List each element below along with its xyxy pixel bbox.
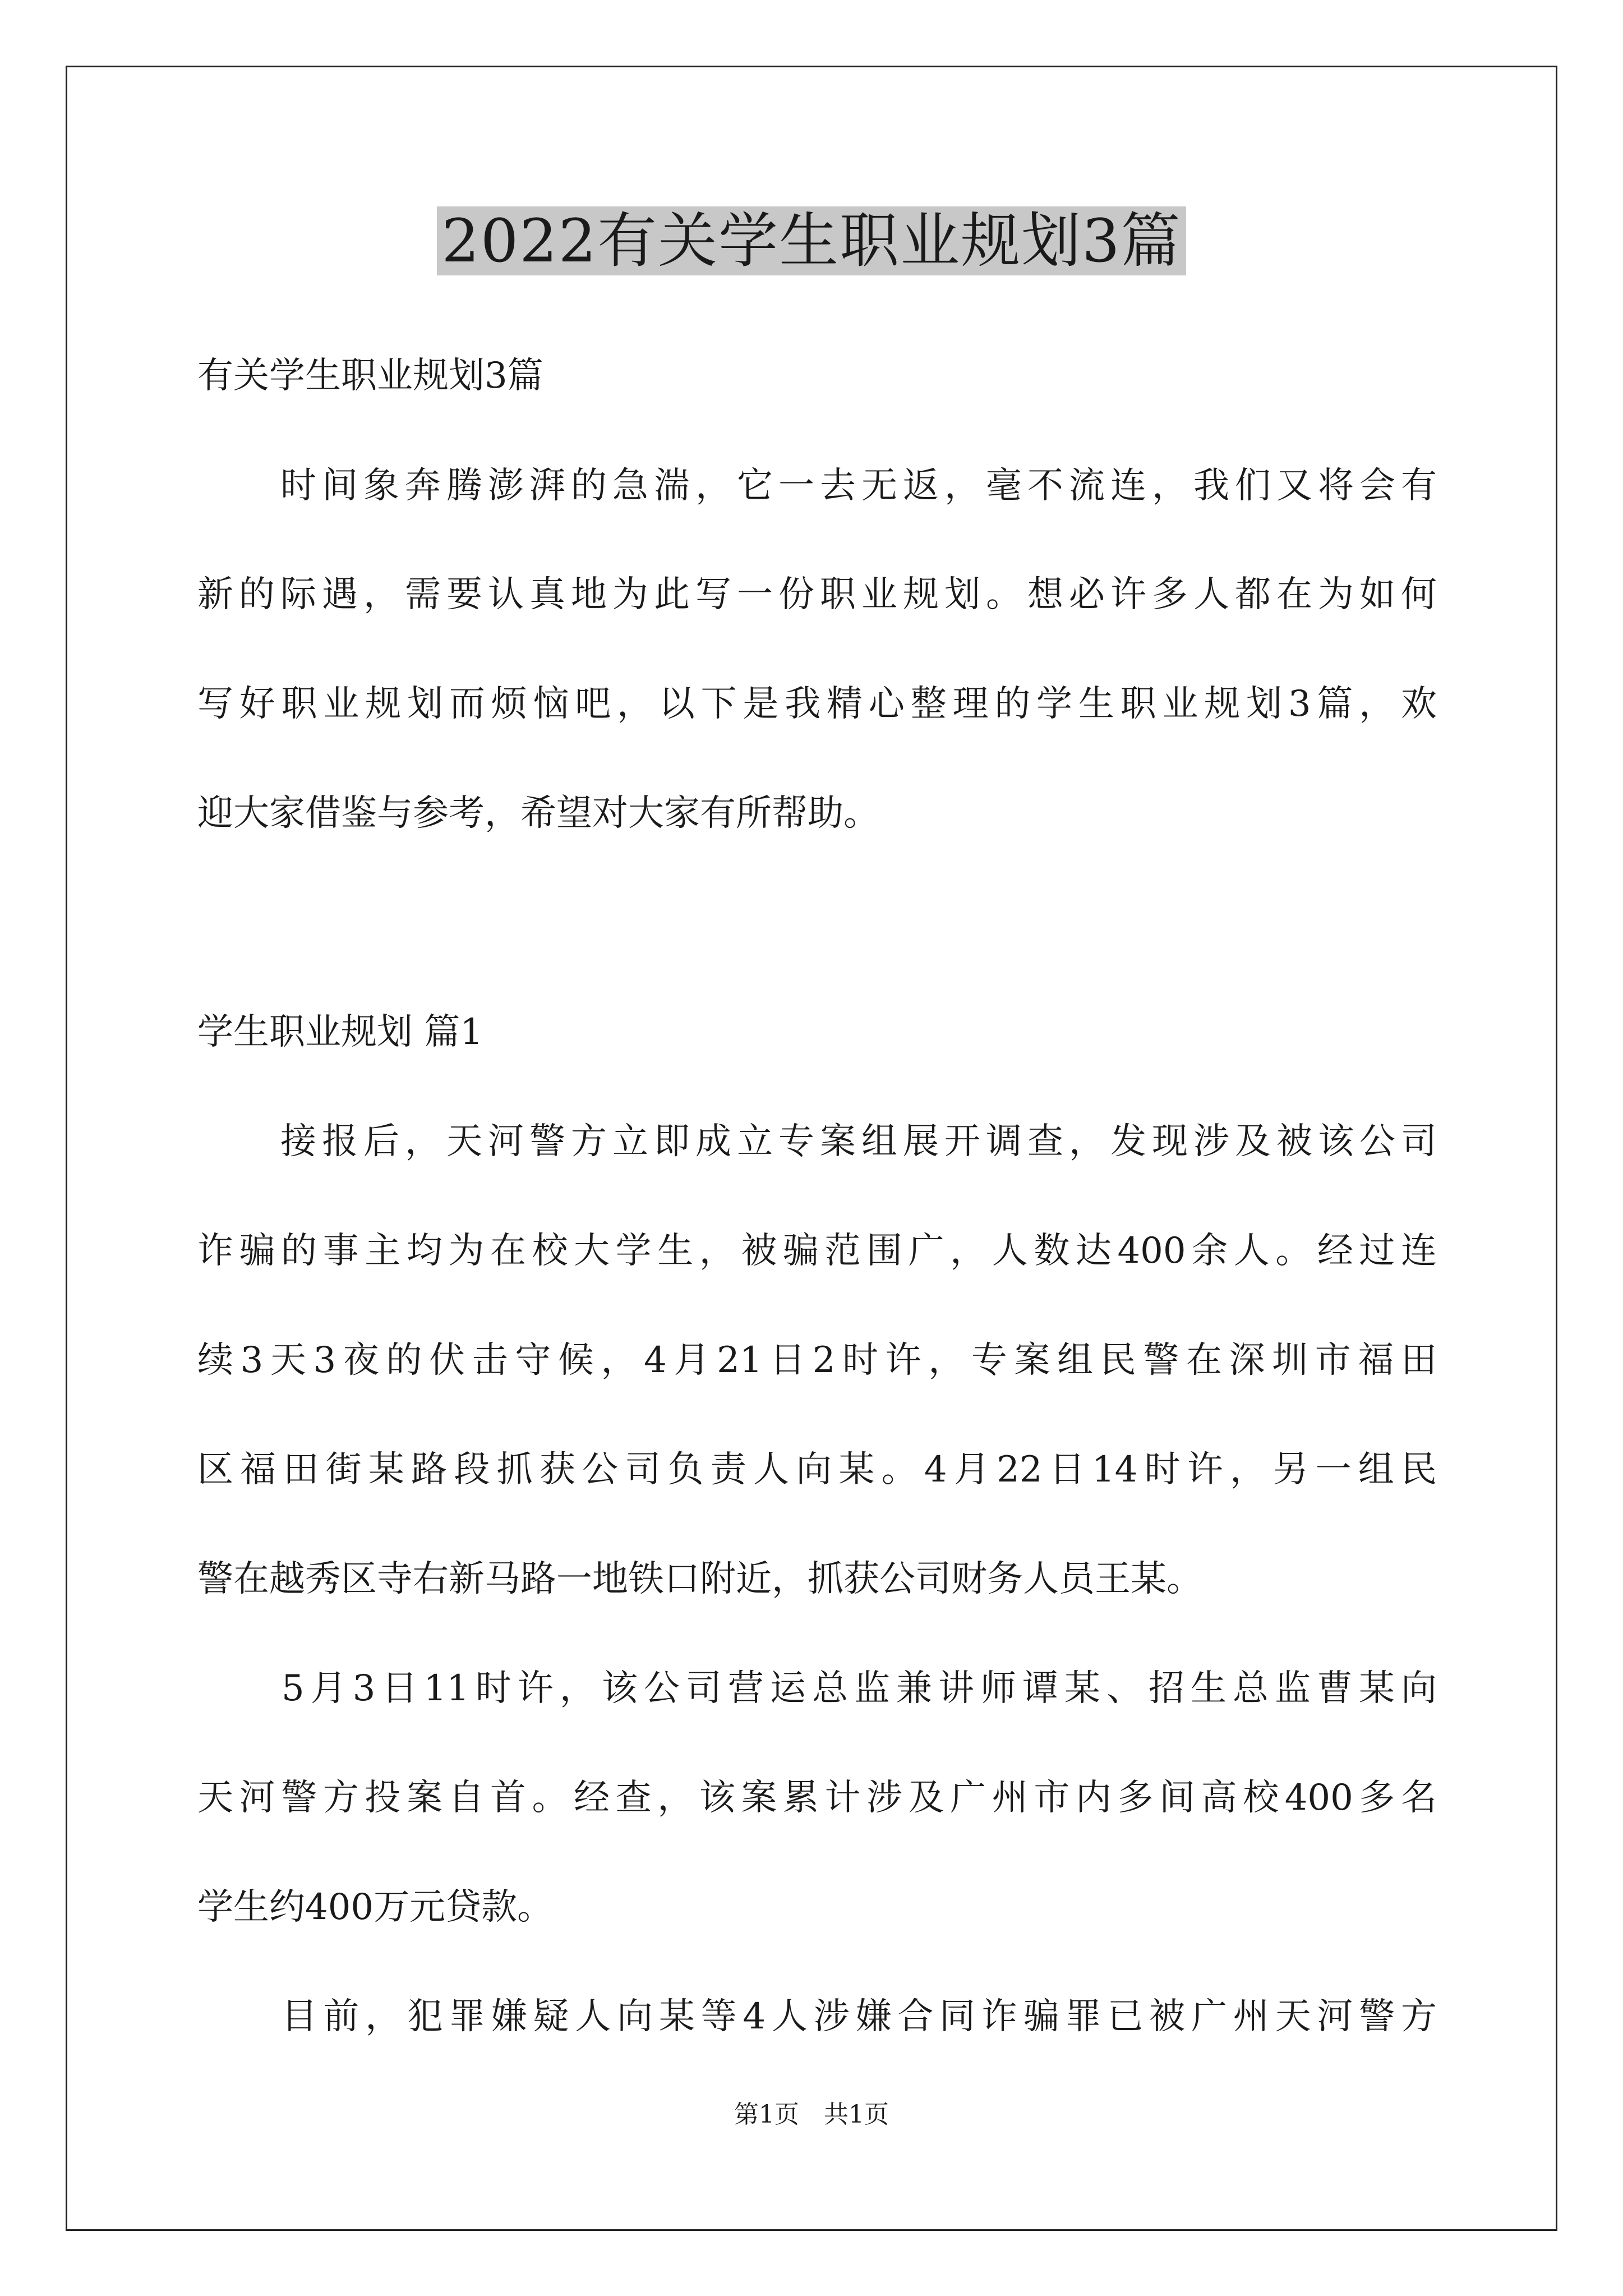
intro-line-2: 新的际遇，需要认真地为此写一份职业规划。想必许多人都在为如何 bbox=[197, 574, 1437, 615]
intro-line-3: 写好职业规划而烦恼吧，以下是我精心整理的学生职业规划3篇，欢 bbox=[197, 683, 1437, 725]
paragraph2-line-3: 学生约400万元贷款。 bbox=[197, 1887, 554, 1928]
paragraph2-line-1: 5月3日11时许，该公司营运总监兼讲师谭某、招生总监曹某向 bbox=[197, 1668, 1437, 1709]
document-subtitle: 有关学生职业规划3篇 bbox=[197, 355, 543, 397]
paragraph2-line-2: 天河警方投案自首。经查，该案累计涉及广州市内多间高校400多名 bbox=[197, 1777, 1437, 1819]
paragraph1-line-4: 区福田街某路段抓获公司负责人向某。4月22日14时许，另一组民 bbox=[197, 1449, 1437, 1490]
section-heading: 学生职业规划 篇1 bbox=[197, 1011, 483, 1053]
paragraph1-line-1: 接报后，天河警方立即成立专案组展开调查，发现涉及被该公司 bbox=[197, 1121, 1437, 1162]
intro-line-1: 时间象奔腾澎湃的急湍，它一去无返，毫不流连，我们又将会有 bbox=[197, 465, 1437, 507]
paragraph1-line-2: 诈骗的事主均为在校大学生，被骗范围广，人数达400余人。经过连 bbox=[197, 1230, 1437, 1272]
intro-line-4: 迎大家借鉴与参考，希望对大家有所帮助。 bbox=[197, 793, 879, 834]
page-number-footer: 第1页 共1页 bbox=[734, 2100, 889, 2129]
document-title-text: 2022有关学生职业规划3篇 bbox=[437, 206, 1186, 275]
paragraph1-line-3: 续3天3夜的伏击守候，4月21日2时许，专案组民警在深圳市福田 bbox=[197, 1340, 1437, 1381]
paragraph3-line-1: 目前，犯罪嫌疑人向某等4人涉嫌合同诈骗罪已被广州天河警方 bbox=[197, 1996, 1437, 2037]
paragraph1-line-5: 警在越秀区寺右新马路一地铁口附近，抓获公司财务人员王某。 bbox=[197, 1558, 1202, 1600]
document-title bbox=[0, 199, 1623, 283]
